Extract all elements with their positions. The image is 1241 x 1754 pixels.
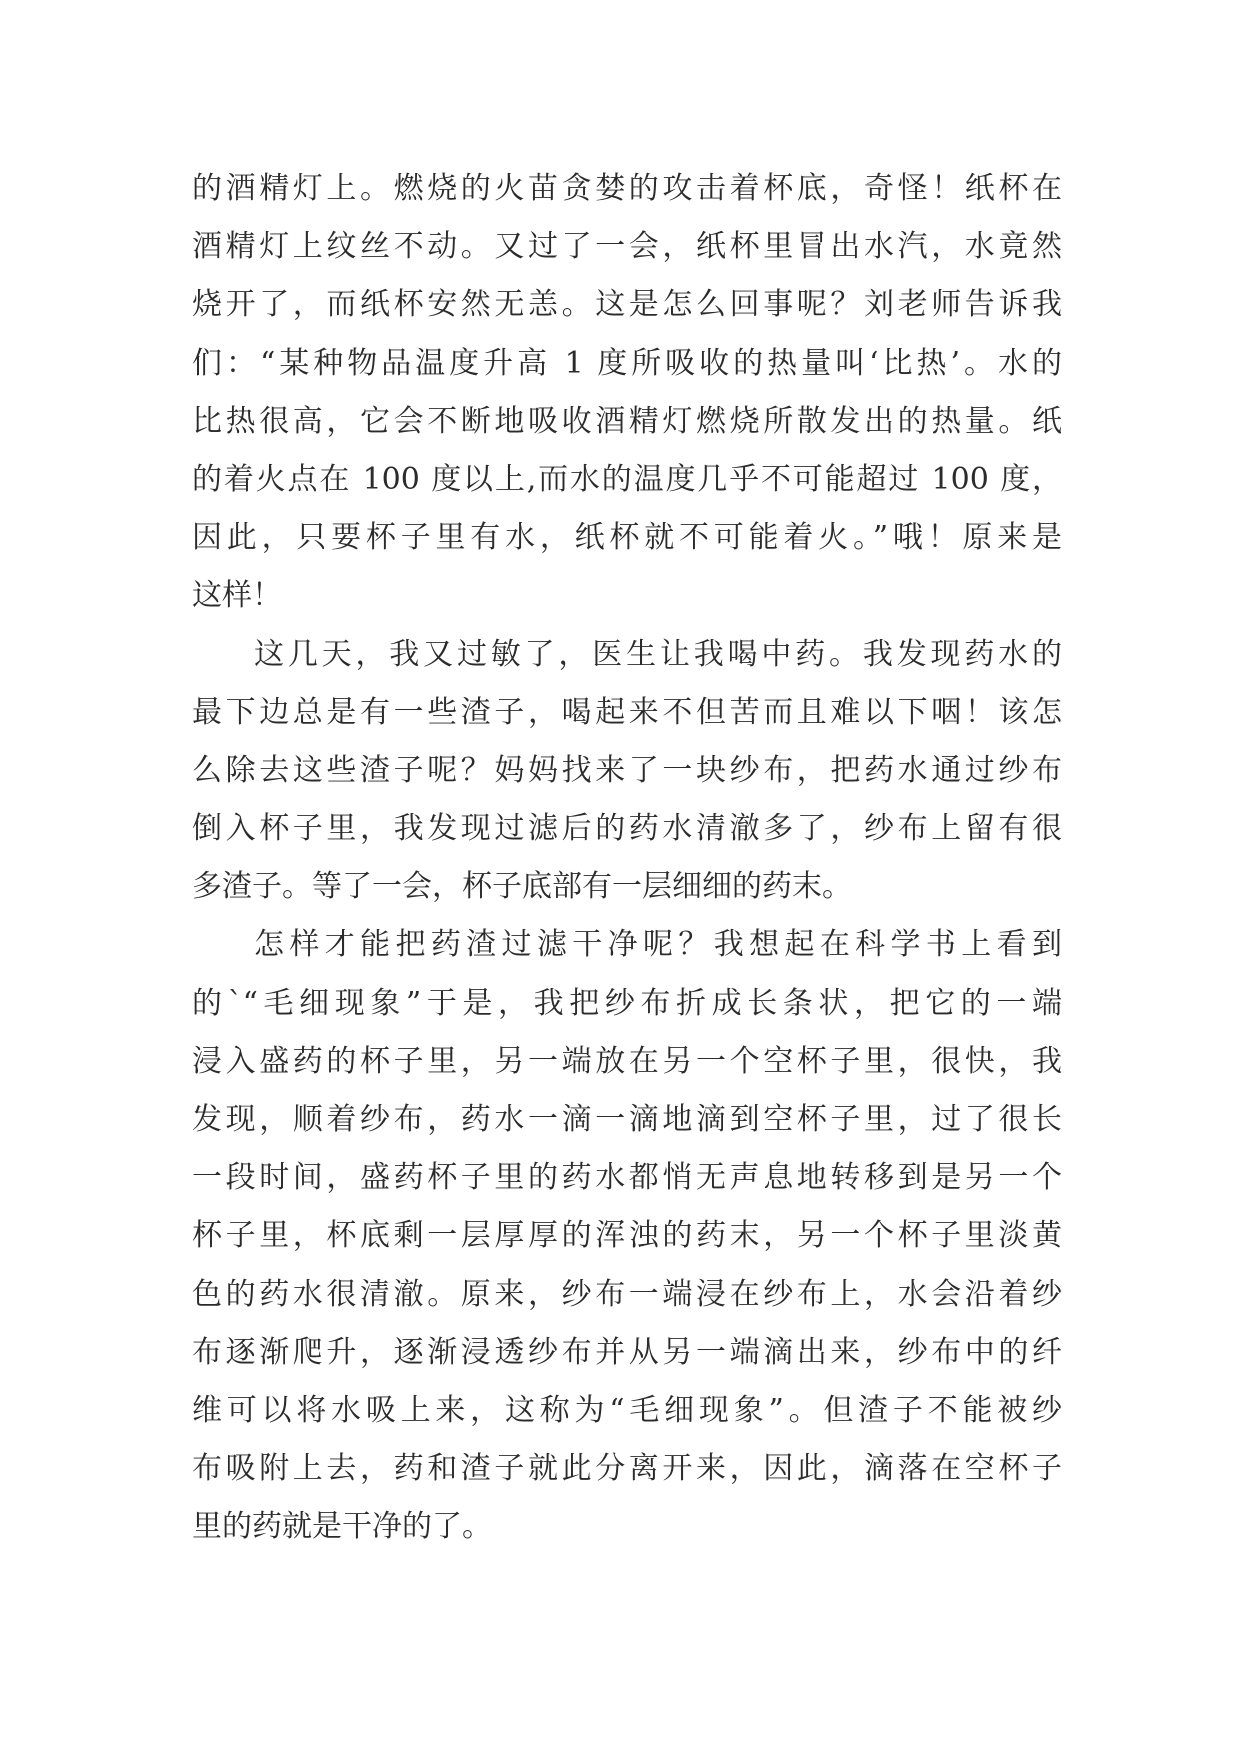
text-line: 多渣子。等了一会，杯子底部有一层细细的药末。 — [192, 869, 852, 905]
text-line: 怎样才能把药渣过滤干净呢？我想起在科学书上看到 — [254, 927, 1062, 963]
text-line: 比热很高，它会不断地吸收酒精灯燃烧所散发出的热量。纸 — [192, 403, 1062, 439]
text-line: 最下边总是有一些渣子，喝起来不但苦而且难以下咽！该怎 — [192, 694, 1062, 730]
paragraph-1 — [192, 160, 1062, 626]
paragraph-3 — [192, 916, 1062, 1556]
text-line: 烧开了，而纸杯安然无恙。这是怎么回事呢？刘老师告诉我 — [192, 287, 1062, 323]
paragraph-2 — [192, 626, 1062, 917]
text-line: 倒入杯子里，我发现过滤后的药水清澈多了，纱布上留有很 — [192, 811, 1062, 847]
text-line: 们：“某种物品温度升高 1 度所吸收的热量叫‘比热’。水的 — [192, 345, 1062, 381]
text-line: 这样！ — [192, 578, 282, 614]
text-line: 发现，顺着纱布，药水一滴一滴地滴到空杯子里，过了很长 — [192, 1102, 1062, 1137]
text-line: 因此，只要杯子里有水，纸杯就不可能着火。”哦！原来是 — [192, 520, 1062, 556]
text-line: 布吸附上去，药和渣子就此分离开来，因此，滴落在空杯子 — [192, 1451, 1062, 1487]
text-line: 的酒精灯上。燃烧的火苗贪婪的攻击着杯底，奇怪！纸杯在 — [192, 171, 1062, 206]
text-line: 维可以将水吸上来，这称为“毛细现象”。但渣子不能被纱 — [192, 1392, 1062, 1428]
text-line: 色的药水很清澈。原来，纱布一端浸在纱布上，水会沿着纱 — [192, 1276, 1062, 1312]
text-line: 么除去这些渣子呢？妈妈找来了一块纱布，把药水通过纱布 — [192, 752, 1062, 788]
text-line: 一段时间，盛药杯子里的药水都悄无声息地转移到是另一个 — [192, 1160, 1062, 1196]
text-line: 里的药就是干净的了。 — [192, 1509, 492, 1545]
text-line: 酒精灯上纹丝不动。又过了一会，纸杯里冒出水汽，水竟然 — [192, 229, 1062, 265]
document-body — [192, 160, 1062, 1557]
text-line: 这几天，我又过敏了，医生让我喝中药。我发现药水的 — [254, 636, 1062, 672]
text-line: 的着火点在 100 度以上,而水的温度几乎不可能超过 100 度， — [192, 461, 1062, 497]
text-line: 布逐渐爬升，逐渐浸透纱布并从另一端滴出来，纱布中的纤 — [192, 1334, 1062, 1370]
text-line: 杯子里，杯底剩一层厚厚的浑浊的药末，另一个杯子里淡黄 — [192, 1218, 1062, 1254]
text-line: 的`“毛细现象”于是，我把纱布折成长条状，把它的一端 — [192, 985, 1062, 1021]
text-line: 浸入盛药的杯子里，另一端放在另一个空杯子里，很快，我 — [192, 1043, 1062, 1079]
